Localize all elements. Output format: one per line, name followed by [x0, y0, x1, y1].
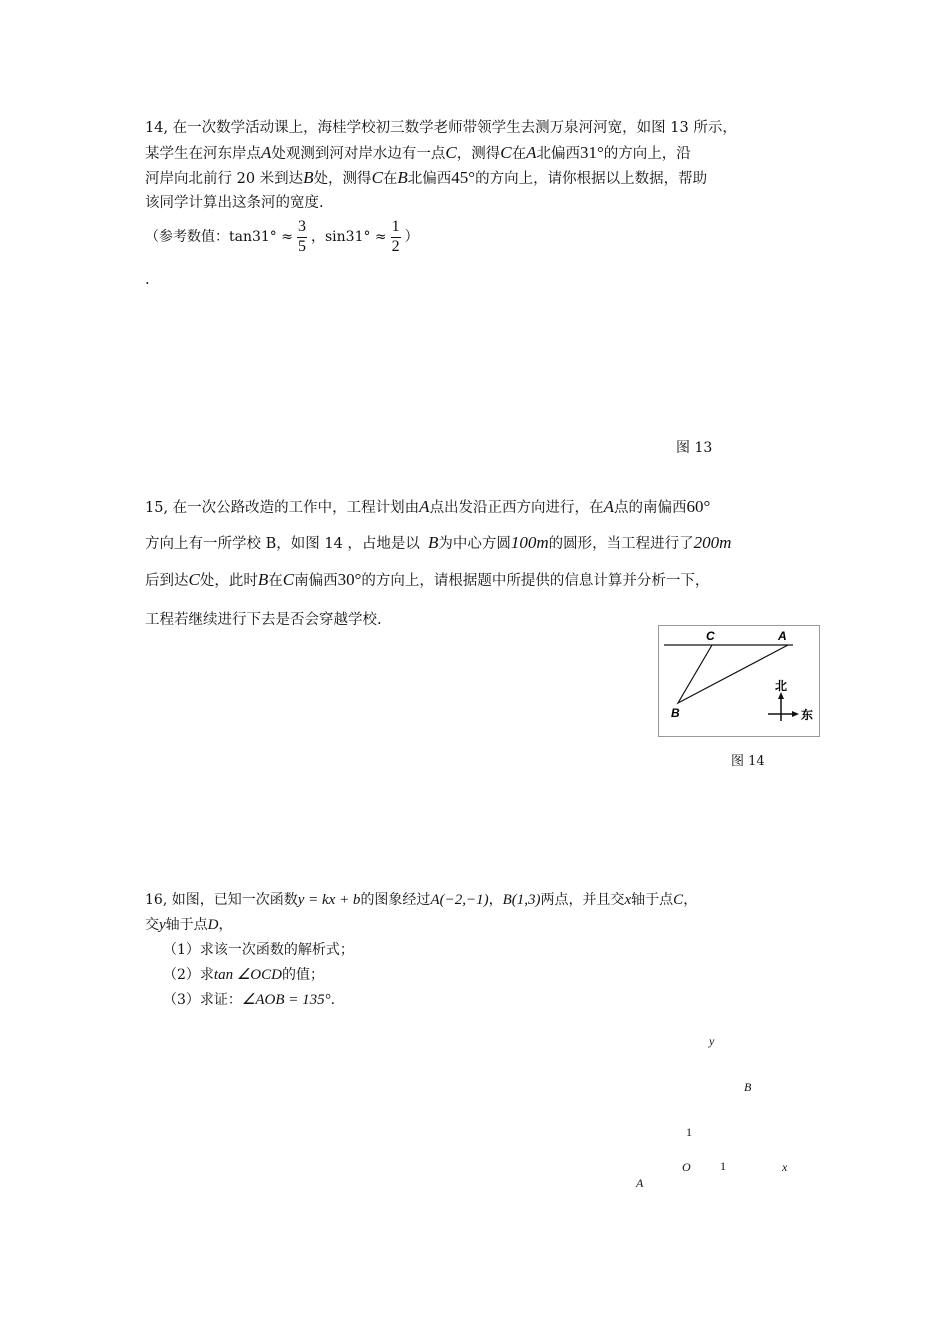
fraction-3-5 [297, 218, 307, 256]
point-label: C [445, 143, 457, 162]
q16-text: 的值； [281, 967, 324, 983]
q14-text: 在 [382, 171, 398, 187]
q16-text: 交 [145, 917, 159, 933]
q14-text: 北偏西 [407, 171, 452, 187]
q16-fig-label-x: x [782, 1160, 788, 1174]
angle-value: 30° [337, 570, 362, 589]
q15-text: 的方向上，请根据题中所提供的信息计算并分析一下， [361, 573, 710, 589]
numerator: 1 [391, 218, 401, 238]
angle-equation: ∠AOB = 135° [241, 992, 331, 1008]
q16-subquestion-2 [163, 965, 324, 985]
q15-text: 在 [268, 573, 283, 589]
point-label: A [419, 497, 430, 516]
q15-text: 为中心方圆 [438, 536, 511, 552]
q16-text: 轴于点 [631, 892, 674, 908]
distance-value: 200m [693, 533, 732, 552]
ref-text: ） [404, 229, 419, 245]
q16-fig-label-y: y [709, 1034, 715, 1048]
q16-subquestion-3 [163, 990, 335, 1010]
q16-text: 的图象经过 [360, 892, 431, 908]
q15-line2 [145, 533, 731, 554]
point-label: B [303, 168, 314, 187]
fig14-label-a: A [778, 629, 787, 643]
compass-east-label: 东 [801, 708, 814, 722]
q16-text: （3）求证： [163, 992, 242, 1008]
q14-text: 河岸向北前行 20 米到达 [145, 171, 304, 187]
q16-fig-label-o: O [682, 1160, 691, 1174]
q14-text: ，测得 [456, 146, 501, 162]
distance-value: 100m [510, 533, 549, 552]
q14-reference-values [145, 218, 419, 256]
q14-line2 [145, 143, 691, 164]
point-label: C [188, 570, 200, 589]
q14-text: 处，测得 [313, 171, 372, 187]
q16-fig-label-b: B [744, 1080, 752, 1094]
q16-fig-label-a: A [636, 1176, 644, 1190]
q15-line1 [145, 497, 710, 518]
q14-text: 的方向上，请你根据以上数据，帮助 [475, 171, 708, 187]
numerator: 3 [297, 218, 307, 238]
q16-text: ， [488, 892, 503, 908]
q14-text: 北偏西 [536, 146, 580, 162]
q15-text: 15, 在一次公路改造的工作中，工程计划由 [145, 500, 420, 516]
q15-text: 南偏西 [294, 573, 338, 589]
denominator: 5 [297, 238, 306, 255]
q16-subquestion-1: （1）求该一次函数的解析式； [163, 942, 354, 958]
q14-text: 的方向上，沿 [603, 146, 691, 162]
fig14-label-b: B [671, 706, 680, 720]
q15-text: 方向上有一所学校 B，如图 14 ，占地是以 [145, 536, 420, 552]
point-label: A [526, 143, 537, 162]
angle-value: 60° [686, 497, 711, 516]
point-label: B [427, 533, 439, 552]
fraction-1-2 [391, 218, 401, 256]
q14-line3 [145, 168, 707, 189]
fig14-label-c: C [706, 629, 715, 643]
point-label: A [603, 497, 614, 516]
figure-14-caption: 图 14 [731, 754, 765, 769]
equation: y = kx + b [297, 892, 361, 908]
figure-13-caption: 图 13 [676, 440, 713, 456]
point-label: D [207, 917, 219, 933]
q15-line4: 工程若继续进行下去是否会穿越学校. [145, 612, 382, 628]
point-b-coords: B(1,3) [502, 892, 541, 908]
axis-name: x [624, 892, 632, 908]
q15-text: 处，此时 [199, 573, 258, 589]
q16-text: 16, 如图，已知一次函数 [145, 892, 298, 908]
q16-text: 两点，并且交 [540, 892, 625, 908]
q16-line1 [145, 890, 697, 910]
q14-text: 处观测到河对岸水边有一点 [271, 146, 446, 162]
q16-text: . [330, 992, 336, 1008]
ref-text: ，sin31° ≈ [310, 229, 387, 245]
point-label: C [282, 570, 295, 589]
axis-name: y [159, 917, 166, 933]
tan-expression: tan ∠OCD [213, 967, 282, 983]
point-label: A [261, 143, 272, 162]
q16-text: （2）求 [163, 967, 214, 983]
q15-text: 后到达 [145, 573, 189, 589]
q16-text: 轴于点 [165, 917, 208, 933]
point-label: B [257, 570, 269, 589]
q15-text: 点出发沿正西方向进行，在 [429, 500, 604, 516]
q16-text: ， [218, 917, 233, 933]
ref-text: （参考数值：tan31° ≈ [145, 229, 293, 245]
point-label: B [397, 168, 408, 187]
q14-text: 在 [511, 146, 527, 162]
compass-north-label: 北 [775, 679, 788, 693]
q14-text: 某学生在河东岸点 [145, 146, 261, 162]
denominator: 2 [391, 238, 400, 255]
q15-text: 的圆形，当工程进行了 [548, 536, 694, 552]
figure-frame [659, 626, 820, 737]
q14-line4: 该同学计算出这条河的宽度. [145, 195, 324, 211]
q16-fig-label-1-y: 1 [686, 1125, 692, 1139]
point-a-coords: A(−2,−1) [430, 892, 489, 908]
q16-line2 [145, 915, 233, 935]
angle-value: 31° [579, 143, 604, 162]
q16-text: ， [683, 892, 698, 908]
q15-text: 点的南偏西 [613, 500, 687, 516]
point-label: C [371, 168, 383, 187]
point-label: C [500, 143, 512, 162]
q15-line3 [145, 570, 709, 591]
q14-line1: 14, 在一次数学活动课上，海桂学校初三数学老师带领学生去测万泉河河宽，如图 13 所示， [145, 120, 737, 136]
point-label: C [673, 892, 684, 908]
q14-dot: . [145, 272, 150, 288]
angle-value: 45° [451, 168, 476, 187]
figure-14 [658, 625, 820, 737]
q16-fig-label-1-x: 1 [720, 1159, 726, 1173]
